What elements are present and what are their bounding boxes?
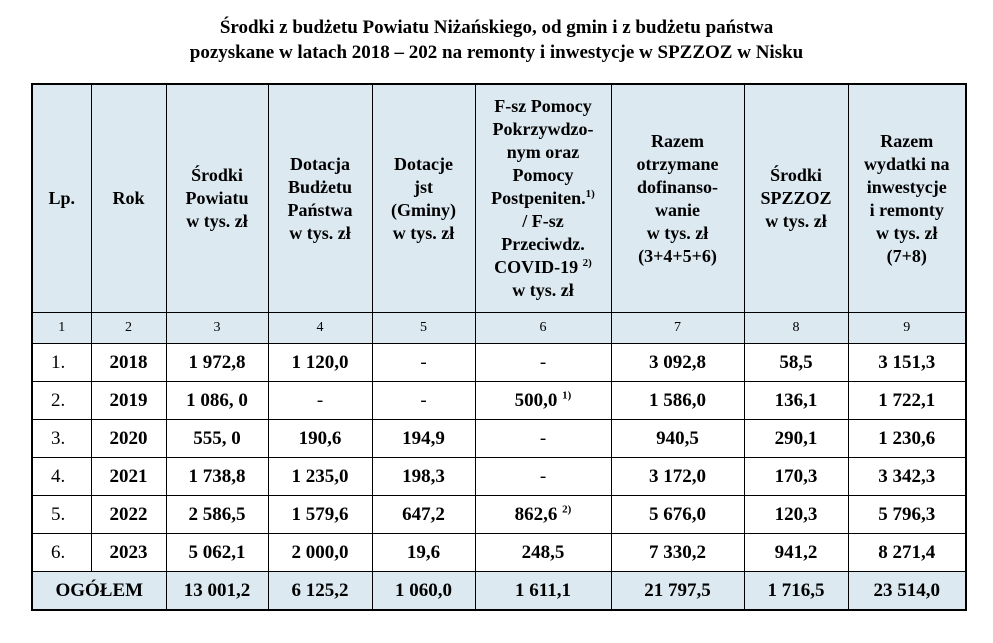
cell-powiat: 1 086, 0 xyxy=(166,382,268,420)
cell-razem: 1 586,0 xyxy=(611,382,744,420)
header-dotacje-jst: Dotacje jst (Gminy) w tys. zł xyxy=(372,84,475,313)
total-row xyxy=(32,572,966,611)
header-fundusz-pomocy: F-sz Pomocy Pokrzywdzo- nym oraz Pomocy Postpeniten.$^{1)}$ / F-sz Przeciwdz. COVID-19 $^{2)}$ w tys. zł xyxy=(475,84,611,313)
cell-spzzoz: 290,1 xyxy=(744,420,848,458)
cell-razem: 7 330,2 xyxy=(611,534,744,572)
cell-spzzoz: 941,2 xyxy=(744,534,848,572)
cell-wydatki: 5 796,3 xyxy=(848,496,966,534)
column-number: 9 xyxy=(848,313,966,344)
cell-wydatki: 1 230,6 xyxy=(848,420,966,458)
cell-lp: 5. xyxy=(32,496,91,534)
column-number: 8 xyxy=(744,313,848,344)
total-fundusz: 1 611,1 xyxy=(475,572,611,611)
cell-wydatki: 1 722,1 xyxy=(848,382,966,420)
header-row xyxy=(32,84,966,313)
cell-razem: 5 676,0 xyxy=(611,496,744,534)
total-label: OGÓŁEM xyxy=(32,572,166,611)
cell-powiat: 1 972,8 xyxy=(166,344,268,382)
cell-razem: 940,5 xyxy=(611,420,744,458)
cell-wydatki: 3 151,3 xyxy=(848,344,966,382)
cell-rok: 2018 xyxy=(91,344,166,382)
table-row xyxy=(32,382,966,420)
cell-powiat: 555, 0 xyxy=(166,420,268,458)
cell-razem: 3 172,0 xyxy=(611,458,744,496)
column-number: 4 xyxy=(268,313,372,344)
column-number: 6 xyxy=(475,313,611,344)
cell-gminy: - xyxy=(372,382,475,420)
cell-spzzoz: 170,3 xyxy=(744,458,848,496)
table-row xyxy=(32,458,966,496)
column-number: 7 xyxy=(611,313,744,344)
cell-fundusz: - xyxy=(475,420,611,458)
cell-powiat: 2 586,5 xyxy=(166,496,268,534)
title-line-1: Środki z budżetu Powiatu Niżańskiego, od gmin i z budżetu państwa xyxy=(219,17,774,38)
header-lp: Lp. xyxy=(32,84,91,313)
header-razem-wydatki: Razem wydatki na inwestycje i remonty w tys. zł (7+8) xyxy=(848,84,966,313)
footnote-marker: 1) xyxy=(585,188,595,200)
table-row xyxy=(32,420,966,458)
cell-spzzoz: 136,1 xyxy=(744,382,848,420)
cell-rok: 2019 xyxy=(91,382,166,420)
column-number: 3 xyxy=(166,313,268,344)
cell-lp: 4. xyxy=(32,458,91,496)
table-row xyxy=(32,344,966,382)
cell-panstwo: 190,6 xyxy=(268,420,372,458)
header-razem-otrzymane: Razem otrzymane dofinanso- wanie w tys. zł (3+4+5+6) xyxy=(611,84,744,313)
title-line-2: pozyskane w latach 2018 – 202 na remonty i inwestycje w SPZZOZ w Nisku xyxy=(189,42,804,63)
cell-panstwo: - xyxy=(268,382,372,420)
cell-spzzoz: 58,5 xyxy=(744,344,848,382)
cell-gminy: - xyxy=(372,344,475,382)
cell-panstwo: 1 120,0 xyxy=(268,344,372,382)
header-rok: Rok xyxy=(91,84,166,313)
cell-rok: 2021 xyxy=(91,458,166,496)
header-srodki-powiatu: Środki Powiatu w tys. zł xyxy=(166,84,268,313)
cell-wydatki: 8 271,4 xyxy=(848,534,966,572)
header-srodki-spzzoz: Środki SPZZOZ w tys. zł xyxy=(744,84,848,313)
cell-panstwo: 2 000,0 xyxy=(268,534,372,572)
total-powiat: 13 001,2 xyxy=(166,572,268,611)
cell-panstwo: 1 235,0 xyxy=(268,458,372,496)
cell-powiat: 5 062,1 xyxy=(166,534,268,572)
total-wydatki: 23 514,0 xyxy=(848,572,966,611)
cell-gminy: 198,3 xyxy=(372,458,475,496)
total-razem: 21 797,5 xyxy=(611,572,744,611)
cell-gminy: 647,2 xyxy=(372,496,475,534)
table-row xyxy=(32,534,966,572)
cell-rok: 2023 xyxy=(91,534,166,572)
cell-fundusz: - xyxy=(475,458,611,496)
table-row xyxy=(32,496,966,534)
cell-powiat: 1 738,8 xyxy=(166,458,268,496)
cell-lp: 2. xyxy=(32,382,91,420)
cell-fundusz: 248,5 xyxy=(475,534,611,572)
cell-lp: 3. xyxy=(32,420,91,458)
cell-fundusz: - xyxy=(475,344,611,382)
header-dotacja-budzetu-panstwa: Dotacja Budżetu Państwa w tys. zł xyxy=(268,84,372,313)
cell-gminy: 19,6 xyxy=(372,534,475,572)
cell-rok: 2022 xyxy=(91,496,166,534)
cell-wydatki: 3 342,3 xyxy=(848,458,966,496)
column-number-row xyxy=(32,313,966,344)
column-number: 2 xyxy=(91,313,166,344)
funding-table xyxy=(31,83,967,611)
cell-lp: 6. xyxy=(32,534,91,572)
cell-spzzoz: 120,3 xyxy=(744,496,848,534)
column-number: 5 xyxy=(372,313,475,344)
footnote-marker: 2) xyxy=(582,257,592,269)
document-title xyxy=(0,15,993,65)
cell-rok: 2020 xyxy=(91,420,166,458)
total-panstwo: 6 125,2 xyxy=(268,572,372,611)
cell-razem: 3 092,8 xyxy=(611,344,744,382)
total-gminy: 1 060,0 xyxy=(372,572,475,611)
cell-fundusz: 862,6 $^{2)}$ xyxy=(475,496,611,534)
cell-fundusz: 500,0 $^{1)}$ xyxy=(475,382,611,420)
cell-panstwo: 1 579,6 xyxy=(268,496,372,534)
total-spzzoz: 1 716,5 xyxy=(744,572,848,611)
column-number: 1 xyxy=(32,313,91,344)
cell-gminy: 194,9 xyxy=(372,420,475,458)
cell-lp: 1. xyxy=(32,344,91,382)
